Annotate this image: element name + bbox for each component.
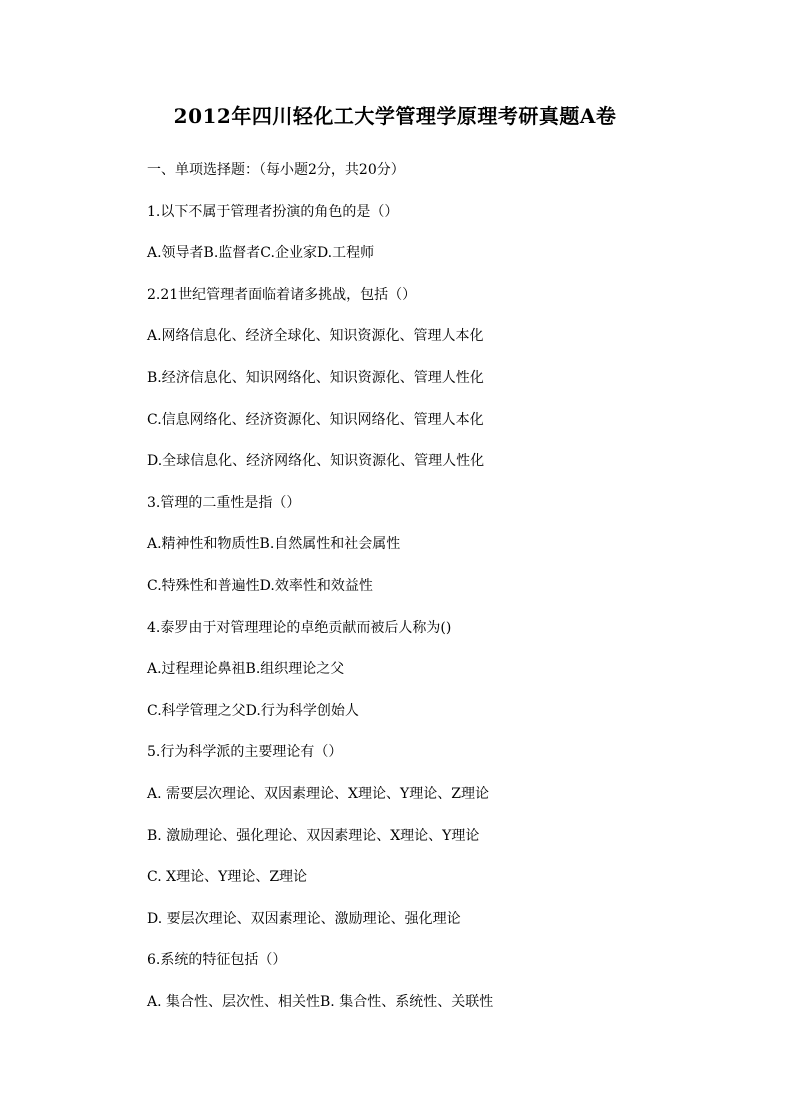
- section-heading: 一、单项选择题：（每小题2分，共20分）: [147, 162, 405, 178]
- question-4: 4.泰罗由于对管理理论的卓绝贡献而被后人称为(): [147, 619, 452, 636]
- question-5-option-a: A. 需要层次理论、双因素理论、X理论、Y理论、Z理论: [147, 785, 489, 802]
- question-4-options-cd: C.科学管理之父D.行为科学创始人: [147, 702, 359, 719]
- question-3-options-ab: A.精神性和物质性B.自然属性和社会属性: [147, 536, 401, 553]
- question-5-option-c: C. X理论、Y理论、Z理论: [147, 869, 308, 886]
- question-1: 1.以下不属于管理者扮演的角色的是（）: [147, 203, 399, 220]
- document-body: [147, 160, 747, 1033]
- question-4-options-ab: A.过程理论鼻祖B.组织理论之父: [147, 661, 345, 678]
- document-title: 2012年四川轻化工大学管理学原理考研真题A卷: [173, 104, 617, 128]
- question-1-options: A.领导者B.监督者C.企业家D.工程师: [147, 245, 375, 262]
- question-2-option-a: A.网络信息化、经济全球化、知识资源化、管理人本化: [147, 328, 484, 345]
- question-5-option-d: D. 要层次理论、双因素理论、激励理论、强化理论: [147, 910, 461, 927]
- question-5-option-b: B. 激励理论、强化理论、双因素理论、X理论、Y理论: [147, 827, 480, 844]
- question-5: 5.行为科学派的主要理论有（）: [147, 744, 343, 761]
- question-6-options-ab: A. 集合性、层次性、相关性B. 集合性、系统性、关联性: [147, 993, 494, 1010]
- question-2-option-d: D.全球信息化、经济网络化、知识资源化、管理人性化: [147, 453, 485, 470]
- question-3: 3.管理的二重性是指（）: [147, 494, 301, 511]
- question-6: 6.系统的特征包括（）: [147, 952, 287, 969]
- question-3-options-cd: C.特殊性和普遍性D.效率性和效益性: [147, 577, 373, 594]
- question-2-option-b: B.经济信息化、知识网络化、知识资源化、管理人性化: [147, 369, 484, 386]
- question-2-option-c: C.信息网络化、经济资源化、知识网络化、管理人本化: [147, 411, 484, 428]
- question-2: 2.21世纪管理者面临着诸多挑战，包括（）: [147, 286, 417, 303]
